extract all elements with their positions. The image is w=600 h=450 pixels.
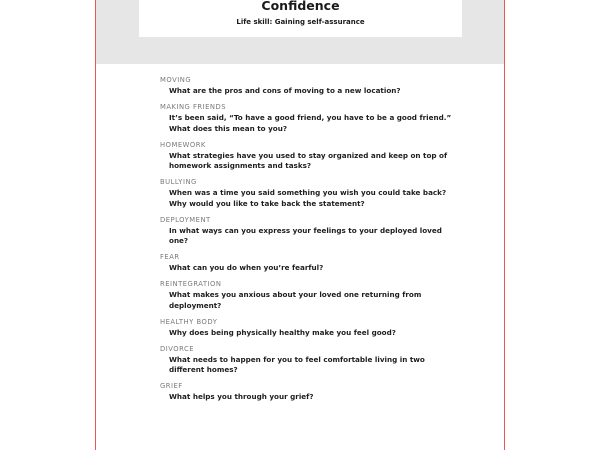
topic-question: What strategies have you used to stay organized and keep on top of homework assignments and tasks?	[169, 150, 448, 170]
topic-label: HOMEWORK	[160, 140, 206, 149]
topic-label: DEPLOYMENT	[160, 215, 211, 224]
topic-healthy-body	[160, 318, 490, 339]
topic-question: Why does being physically healthy make you feel good?	[169, 327, 396, 337]
topic-label: FEAR	[160, 253, 180, 261]
topic-label: BULLYING	[160, 178, 197, 186]
worksheet-page	[95, 0, 505, 450]
topic-label: MAKING FRIENDS	[160, 103, 227, 111]
topic-fear	[160, 253, 490, 274]
page-title: Confidence	[261, 0, 340, 13]
topic-label: DIVORCE	[160, 344, 195, 353]
topic-label: GRIEF	[160, 382, 183, 390]
topic-list	[160, 76, 490, 409]
topic-question: What needs to happen for you to feel comfortable living in two different homes?	[169, 354, 425, 374]
topic-grief	[160, 382, 490, 403]
topic-question: What are the pros and cons of moving to a new location?	[169, 86, 401, 95]
page-subtitle: Life skill: Gaining self-assurance	[236, 18, 365, 26]
topic-label: HEALTHY BODY	[160, 317, 218, 326]
topic-reintegration	[160, 280, 490, 311]
topic-label: REINTEGRATION	[160, 280, 222, 288]
topic-question: What makes you anxious about your loved one returning from deployment?	[169, 290, 422, 310]
topic-homework	[160, 141, 490, 172]
topic-question: When was a time you said something you wish you could take back? Why would you like to take back the statement?	[169, 188, 447, 208]
title-card	[139, 0, 462, 37]
topic-question: In what ways can you express your feelings to your deployed loved one?	[169, 225, 442, 245]
topic-bullying	[160, 178, 490, 209]
topic-moving	[160, 76, 490, 97]
topic-making-friends	[160, 103, 490, 134]
topic-deployment	[160, 216, 490, 247]
topic-question: What can you do when you’re fearful?	[169, 263, 324, 272]
topic-divorce	[160, 345, 490, 376]
topic-question: It’s been said, “To have a good friend, you have to be a good friend.” What does this mean to you?	[169, 113, 452, 133]
topic-question: What helps you through your grief?	[169, 392, 314, 401]
topic-label: MOVING	[160, 76, 192, 84]
header-band	[96, 0, 504, 64]
